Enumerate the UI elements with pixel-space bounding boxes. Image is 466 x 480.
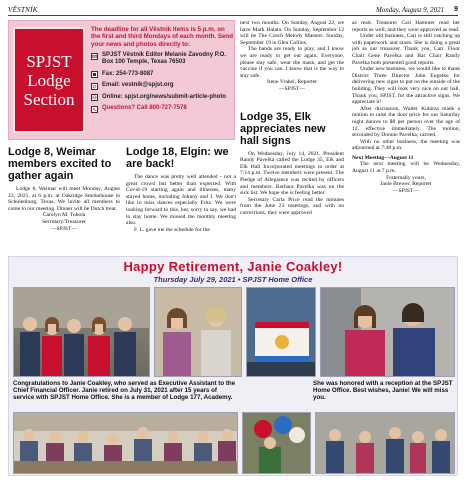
fax-icon [91,71,98,78]
email-icon [91,83,98,90]
page-header [8,4,458,16]
article-paragraph: F. L. gave me the schedule for the [134,226,210,233]
group-photo [13,287,150,377]
signature-closing: Fraternally yours, [386,174,426,181]
retirement-feature [8,256,458,476]
article-paragraph: as read. Treasurer Cari Hammer read her reports as well, and they were approved as read. [352,20,460,33]
signature-name: Irene Vrabel, Reporter [266,79,318,86]
headline-elk: Lodge 35, Elk appreciates new hall signs [240,110,326,147]
questions-phone: Questions? Call 800-727-7578 [91,105,233,113]
article-weimar [8,146,120,232]
caption-retirement: Congratulations to Janie Coakley, who served as Executive Assistant to the Chief Financial Officer. Janie retired on July 31, 2021 after 15 years of service with SPJST Home Office. She is a member of Lodge 177, Academy. [13,380,236,402]
signature-name: Carolyn M. Tobola [42,212,86,219]
email-address[interactable]: Email: vestnik@spjst.org [91,82,233,90]
article-end-mark: —SPJST— [278,85,306,92]
headline-weimar: Lodge 8, Weimar members excited to gather again [8,146,112,182]
phone-icon [91,106,98,113]
globe-icon [91,94,98,101]
honoree-photo [154,287,242,377]
fax-number: Fax: 254-773-8087 [91,71,233,79]
article-paragraph: With no other business, the meeting was adjourned at 7:48 p.m. [352,138,460,152]
mail-icon [91,53,98,60]
next-meeting-heading: Next Meeting—August 11 [352,154,414,161]
cake-photo [246,287,316,377]
retirement-title: Happy Retirement, Janie Coakley! [123,259,343,274]
signature-title: Secretary/Treasurer [42,218,86,225]
page-number: 9 [454,6,458,13]
headline-elgin: Lodge 18, Elgin: we are back! [126,146,229,170]
article-paragraph: The next meeting will be Wednesday, August 11 at 7 p.m. [352,161,460,175]
retirement-subtitle: Thursday July 29, 2021 • SPJST Home Office [153,275,313,284]
mail-address: SPJST Věstník Editor Melanie Zavodny P.O. Box 100 Temple, Texas 76503 [91,52,233,66]
reception-crowd-photo [13,412,238,474]
article-paragraph: next two months. On Sunday, August 22, we have Mark Halata. On Sunday, September 12 will be The Czech Melody Masters. Sunday, September 19 is Glen Collins. [240,20,344,46]
caption-reception: She was honored with a reception at the SPJST Home Office. Best wishes, Janie! We will miss you. [313,380,453,402]
guests-photo [315,412,455,474]
article-paragraph: After discussion, Walter Kubitza made a motion to raise the door price for our Saturday night dances to $8 per person over the age of 12, effective immediately. The motion, seconded by Donnie Pavelka, carried. [352,105,460,139]
article-paragraph: Under new business, we would like to thank District Three Director John Engelke for delivering new signs to put on the outside of the building. They will look very nice on our hall. Thank you, SPJST, for the attractive signs. We appreciate it! [352,66,460,106]
lodge-section-logo: SPJST Lodge Section [13,27,85,133]
article-paragraph: The bands are ready to play, and I know we are ready to get out again. Everyone, please stay safe, wear the mask, and get the vaccine if you can. I know that is the way to stay safe. [240,46,344,79]
article-elgin [126,146,236,233]
issue-date: Monday, August 9, 2021 [375,5,445,14]
article-column-3 [240,20,344,216]
article-paragraph: On Wednesday, July 14, 2021, President Randy Pavelka called the Lodge 35, Elk and Elk Hall Incorporated meetings to order at 7:14 p.m. Twelve members were present. The Pledge of Allegiance was recited by officers and members. Barbara Pavelka was on the sick list. We hope she is feeling better. [240,150,344,197]
article-end-mark: —SPJST— [392,187,420,194]
deadline-notice: The deadline for all Věstník items is 5 p.m. on the first and third Mondays of each month. Send your news and photos directly to: [91,26,233,48]
publication-name: VĚSTNÍK [8,5,38,14]
signature-name: Janie Brewer, Reporter [380,181,432,188]
balloons-photo [242,412,311,474]
online-link[interactable]: Online: spjst.org/news/submit-article-photo [91,94,233,102]
article-paragraph: Secretary Carla Price read the minutes from the June 23 meetings, and with no corrections, they were approved [240,196,344,216]
submission-info-box [8,20,235,140]
article-column-4 [352,20,460,194]
article-end-mark: —SPJST— [50,225,78,232]
coworkers-photo [320,287,455,377]
article-paragraph: The dance was pretty well attended - not a great crowd but better than expected. With Covid-19 starting again and illnesses, many stayed home, including Johnny and I. We don't like to miss dances especially Fritz. We were looking forward to this, but, sorry to say, we had to stay home. We missed the monthly meeting also. [126,174,236,227]
article-body: Lodge 8, Weimar will meet Monday, August 23, 2021, at 6 p.m. at Oakridge Smokehouse in Schulenburg, Texas. We invite all members to come to our meeting. Dinner will be Dutch treat. [8,186,120,212]
article-paragraph: Under old business, Cari is still catching up with paperwork and taxes. She is doing a great job as our treasurer. Thank you, Cari. Floor Chair Gene Pavelka and Bar Chair Randy Pavelka both presented good reports. [352,33,460,66]
